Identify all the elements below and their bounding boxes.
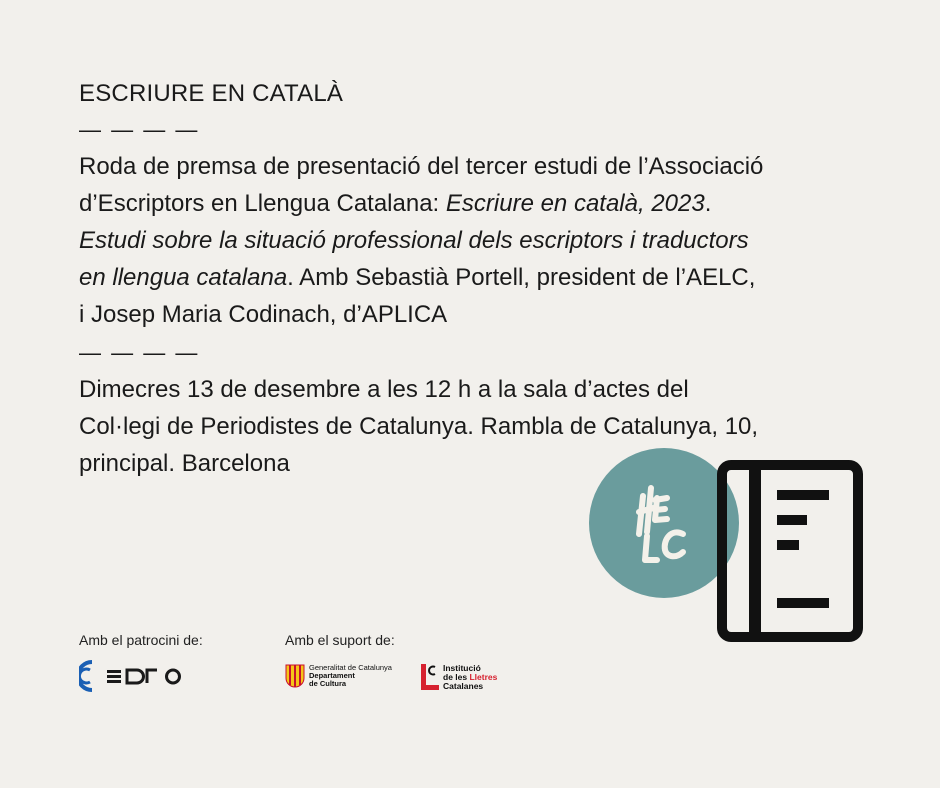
separator-top: — — — — (79, 117, 200, 142)
separator-bottom: — — — — (79, 340, 200, 365)
ill-line-3: Catalanes (443, 681, 484, 691)
intro-line-1: Roda de premsa de presentació del tercer estudi de l’Associació (79, 153, 764, 180)
ill-line-1: Institució (443, 663, 481, 673)
intro-line-5: i Josep Maria Codinach, d’APLICA (79, 301, 448, 328)
intro-line-4 (79, 259, 879, 296)
patronage-label: Amb el patrocini de: (79, 632, 203, 648)
cedro-logo (79, 658, 189, 694)
study-subtitle: Estudi sobre la situació professional dels escriptors i traductors (79, 227, 749, 254)
intro-line-4b: . Amb Sebastià Portell, president de l’AELC, (287, 264, 756, 291)
intro-line-2a: d’Escriptors en Llengua Catalana: (79, 190, 446, 217)
institucio-lletres-logo (421, 664, 497, 691)
support-label: Amb el suport de: (285, 632, 395, 648)
senyera-shield-icon (285, 664, 305, 688)
ill-letter-icon (421, 664, 439, 690)
book-icon (717, 460, 863, 642)
gencat-line-2: Departament (309, 671, 355, 680)
intro-line-2 (79, 185, 879, 222)
page-heading: ESCRIURE EN CATALÀ (79, 80, 344, 107)
event-line-1: Dimecres 13 de desembre a les 12 h a la sala d’actes del (79, 376, 689, 403)
study-title: Escriure en català, 2023 (445, 190, 705, 217)
ill-line-2b: Lletres (469, 672, 498, 682)
ill-line-2a: de les (443, 672, 470, 682)
gencat-line-3: de Cultura (309, 679, 347, 688)
intro-line-2c: . (704, 190, 712, 217)
event-line-2: Col·legi de Periodistes de Catalunya. Rambla de Catalunya, 10, (79, 413, 759, 440)
intro-line-3 (79, 222, 879, 259)
event-line-3: principal. Barcelona (79, 450, 290, 477)
generalitat-logo (285, 664, 392, 688)
gencat-line-1: Generalitat de Catalunya (309, 663, 392, 672)
intro-paragraph (79, 148, 879, 333)
study-subtitle-end: en llengua catalana (79, 264, 288, 291)
